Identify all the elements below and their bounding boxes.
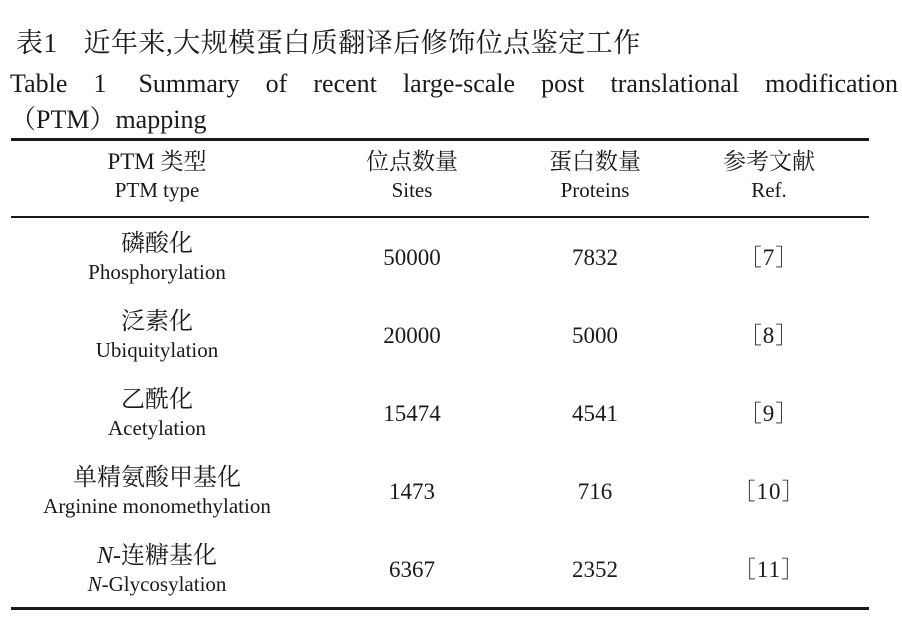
ptm-type-cell <box>11 384 303 444</box>
table-row <box>0 306 902 366</box>
ptm-type-cell <box>11 306 303 366</box>
sites-cell: 1473 <box>389 479 435 504</box>
italic-n-prefix: N <box>96 543 113 569</box>
table-caption-cn <box>10 26 641 60</box>
ptm-type-cn: 泛素化 <box>121 309 193 335</box>
caption-en-line1 <box>10 66 898 102</box>
header-ref-en: Ref. <box>751 178 787 202</box>
caption-title-en-line1: Summary of recent large-scale post translational modification <box>138 69 898 98</box>
header-ptm-type-cn: PTM 类型 <box>107 149 207 174</box>
table-header-rule <box>11 216 869 218</box>
proteins-cell: 716 <box>577 479 613 504</box>
ptm-type-cell <box>11 540 303 600</box>
proteins-cell: 7832 <box>572 245 618 270</box>
proteins-cell: 2352 <box>572 557 618 582</box>
ref-cell[interactable]: ［7］ <box>738 245 800 270</box>
table-row <box>0 228 902 288</box>
ptm-type-en-text: -Glycosylation <box>101 572 227 596</box>
header-sites-en: Sites <box>391 178 433 202</box>
proteins-cell: 5000 <box>572 323 618 348</box>
header-ref-cn: 参考文献 <box>723 149 815 174</box>
ref-cell[interactable]: ［8］ <box>738 323 800 348</box>
caption-label-cn: 表1 <box>16 28 58 58</box>
table-top-rule <box>11 138 869 141</box>
ptm-type-cn-text: -连糖基化 <box>113 543 217 569</box>
table-row <box>0 384 902 444</box>
header-proteins-cn: 蛋白数量 <box>549 149 641 174</box>
ptm-type-en: Acetylation <box>108 416 206 440</box>
table-caption-en <box>10 66 898 138</box>
ref-cell[interactable]: ［11］ <box>732 557 806 582</box>
ptm-type-cell <box>11 462 303 522</box>
caption-title-cn: 近年来,大规模蛋白质翻译后修饰位点鉴定工作 <box>83 28 641 58</box>
caption-title-en-line2: （PTM）mapping <box>10 105 207 134</box>
header-proteins <box>521 148 669 210</box>
ref-cell[interactable]: ［10］ <box>732 479 806 504</box>
header-sites-cn: 位点数量 <box>366 149 458 174</box>
ptm-type-en <box>11 570 303 598</box>
ptm-type-en: Arginine monomethylation <box>43 494 271 518</box>
caption-label-en: Table 1 <box>10 69 107 98</box>
ptm-type-en: Ubiquitylation <box>95 338 219 362</box>
table-row <box>0 462 902 522</box>
header-ref <box>669 148 869 210</box>
sites-cell: 50000 <box>383 245 441 270</box>
sites-cell: 15474 <box>383 401 441 426</box>
ptm-type-cn: 单精氨酸甲基化 <box>73 465 241 491</box>
ptm-type-cn <box>11 542 303 570</box>
ptm-type-cell <box>11 228 303 288</box>
header-ptm-type <box>11 148 303 210</box>
proteins-cell: 4541 <box>572 401 618 426</box>
header-proteins-en: Proteins <box>560 178 630 202</box>
sites-cell: 20000 <box>383 323 441 348</box>
sites-cell: 6367 <box>389 557 435 582</box>
ptm-type-cn: 乙酰化 <box>121 387 193 413</box>
header-ptm-type-en: PTM type <box>114 178 200 202</box>
ref-cell[interactable]: ［9］ <box>738 401 800 426</box>
table-bottom-rule <box>11 607 869 610</box>
ptm-type-cn: 磷酸化 <box>121 231 193 257</box>
italic-n-prefix: N <box>87 572 102 596</box>
table-row <box>0 540 902 600</box>
header-sites <box>303 148 521 210</box>
ptm-type-en: Phosphorylation <box>88 260 226 284</box>
